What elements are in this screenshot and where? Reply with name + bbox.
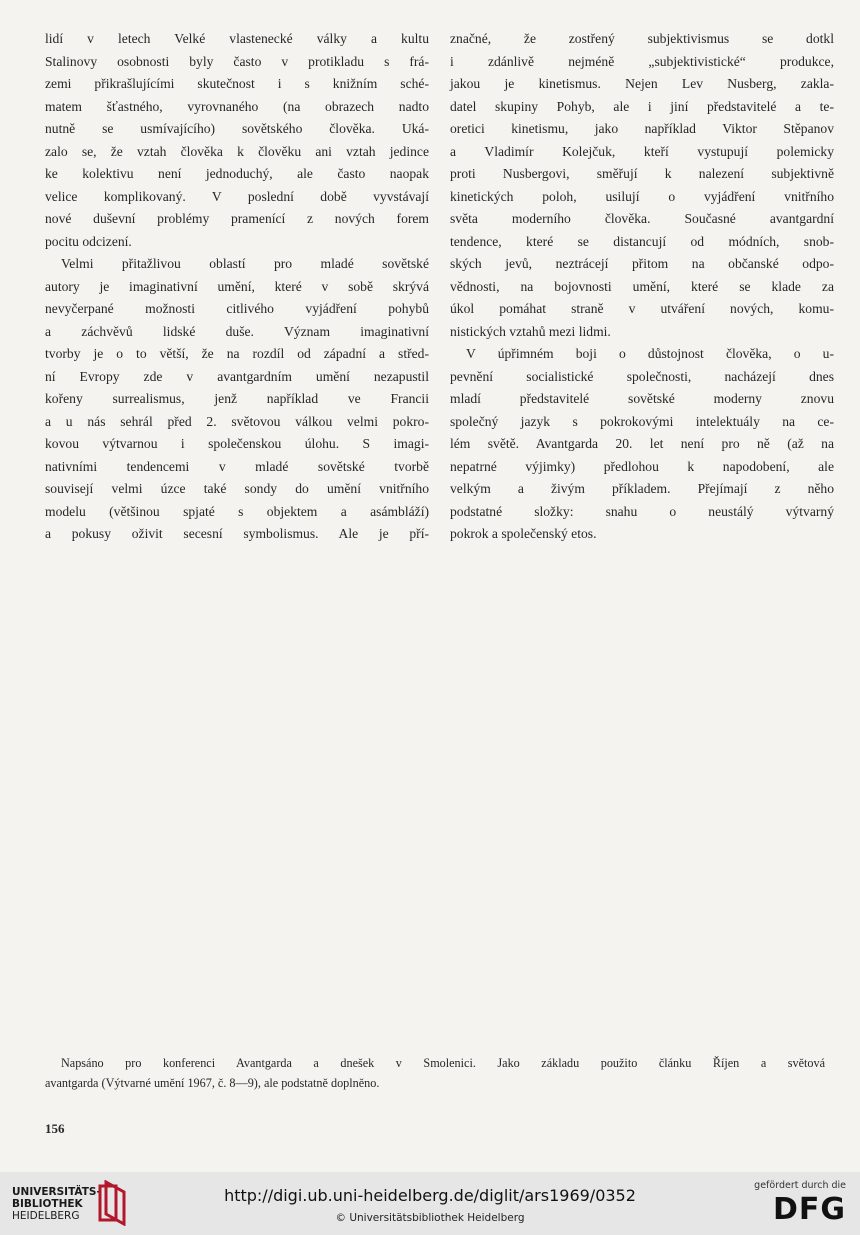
text-line: kinetických poloh, usilují o vyjádření vnitřního: [450, 188, 834, 204]
left-column: [45, 28, 429, 546]
text-line: ní Evropy zde v avantgardním umění nezapustil: [45, 368, 429, 384]
text-line: Stalinovy osobnosti byly často v protikladu s frá-: [45, 53, 429, 69]
text-line: podstatné složky: snahu o neustálý výtvarný: [450, 503, 834, 519]
footnote: [45, 1054, 825, 1093]
text-line: nové duševní problémy pramenící z nových forem: [45, 211, 429, 226]
text-line: lém světě. Avantgarda 20. let není pro ně (až na: [450, 436, 834, 451]
text-line: lidí v letech Velké vlastenecké války a kultu: [45, 31, 429, 46]
library-name-line1: UNIVERSITÄTS-: [12, 1186, 101, 1198]
text-line: velkým a živým příkladem. Přejímají z něho: [450, 481, 834, 496]
library-name-line2: BIBLIOTHEK: [12, 1198, 83, 1210]
text-line: kořeny surrealismus, jenž například ve Francii: [45, 391, 429, 406]
text-line: nutně se usmívajícího) sovětského člověka. Uká-: [45, 121, 429, 136]
text-line: velice komplikovaný. V poslední době vyvstávají: [45, 188, 429, 204]
text-line: avantgarda (Výtvarné umění 1967, č. 8—9), ale podstatně doplněno.: [45, 1075, 380, 1090]
text-line: tvorby je o to větší, že na rozdíl od západní a střed-: [45, 346, 429, 361]
text-line: i zdánlivě nejméně „subjektivistické“ produkce,: [450, 53, 834, 69]
text-line: nepatrné výjimky) předlohou k napodobení, ale: [450, 458, 834, 474]
text-line: oretici kinetismu, jako například Viktor Stěpanov: [450, 121, 834, 136]
text-line: světa moderního člověka. Současné avantgardní: [450, 211, 834, 226]
funding-note: gefördert durch die: [754, 1180, 846, 1191]
text-line: modelu (většinou spjaté s objektem a asámbláží): [45, 503, 429, 519]
text-line: mladí představitelé sovětské moderny znovu: [450, 391, 834, 406]
text-line: zemi přikrašlujícími skutečnost i s knižním sché-: [45, 76, 429, 91]
right-column: [450, 28, 834, 546]
text-line: kovou výtvarnou i společenskou úlohu. S imagi-: [45, 436, 429, 451]
text-line: Napsáno pro konferenci Avantgarda a dnešek v Smolenici. Jako základu použito článku Říjen a světová: [61, 1056, 825, 1070]
text-line: tendence, které se distancují od módních, snob-: [450, 233, 834, 249]
text-line: vědnosti, na bojovnosti umění, které se klade za: [450, 278, 834, 294]
library-name-line3: HEIDELBERG: [12, 1210, 80, 1222]
text-line: úkol pomáhat straně v utváření nových, komu-: [450, 301, 834, 316]
text-line: a pokusy oživit secesní symbolismus. Ale je pří-: [45, 526, 429, 541]
text-line: společný jazyk s pokrokovými intelektuály na ce-: [450, 413, 834, 429]
copyright-notice: © Universitätsbibliothek Heidelberg: [335, 1212, 525, 1224]
text-line: souvisejí velmi úzce také sondy do umění vnitřního: [45, 481, 429, 496]
text-line: ke kolektivu není jednoduchý, ale často naopak: [45, 166, 429, 181]
text-line: autory je imaginativní umění, které v sobě skrývá: [45, 278, 429, 294]
text-line: jakou je kinetismus. Nejen Lev Nusberg, zakla-: [450, 76, 834, 91]
text-line: a u nás sehrál před 2. světovou válkou velmi pokro-: [45, 413, 429, 429]
text-line: pokrok a společenský etos.: [450, 526, 597, 541]
text-line: ských jevů, neztrácejí přitom na občanské odpo-: [450, 256, 834, 271]
text-line: a Vladimír Kolejčuk, kteří vystupují polemicky: [450, 143, 834, 159]
dfg-logo: DFG: [772, 1192, 846, 1227]
permalink-url[interactable]: http://digi.ub.uni-heidelberg.de/diglit/ars1969/0352: [224, 1186, 636, 1205]
text-line: Velmi přitažlivou oblastí pro mladé sovětské: [61, 256, 429, 271]
text-line: pevnění socialistické společnosti, nacházejí dnes: [450, 368, 834, 384]
footer-bar: [0, 1172, 860, 1235]
page-number: 156: [45, 1121, 65, 1136]
text-line: pocitu odcizení.: [45, 233, 132, 249]
text-line: nistických vztahů mezi lidmi.: [450, 323, 611, 339]
text-line: matem šťastného, vyrovnaného (na obrazech nadto: [45, 98, 429, 114]
text-line: V úpřimném boji o důstojnost člověka, o u-: [466, 346, 834, 361]
text-line: datel skupiny Pohyb, ale i jiní představitelé a te-: [450, 98, 834, 114]
text-line: a záchvěvů lidské duše. Význam imaginativní: [45, 323, 429, 339]
text-line: zalo se, že vztah člověka k člověku ani vztah jedince: [45, 143, 429, 159]
text-line: nevyčerpané možnosti citlivého vyjádření pohybů: [45, 301, 429, 316]
text-line: nativními tendencemi v mladé sovětské tvorbě: [45, 458, 429, 474]
text-line: značné, že zostřený subjektivismus se dotkl: [450, 31, 834, 46]
text-line: proti Nusbergovi, směřují k nalezení subjektivně: [450, 166, 834, 181]
